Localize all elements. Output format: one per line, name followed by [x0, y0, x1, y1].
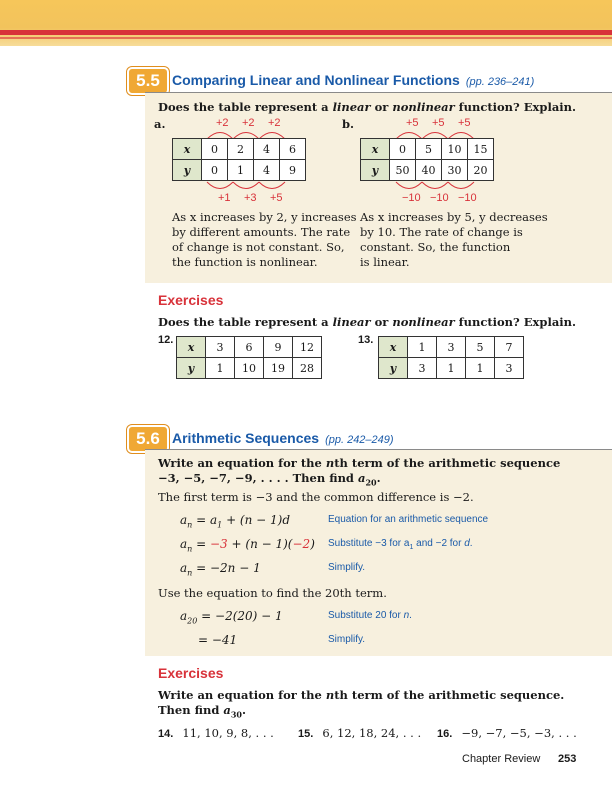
exercise-14	[158, 722, 274, 741]
first-term-text: The first term is −3 and the common difference is −2.	[158, 490, 474, 504]
note-step-3: Simplify.	[328, 562, 366, 573]
table-cell: 1	[466, 358, 495, 379]
section-title-5-5: Comparing Linear and Nonlinear Functions (pp. 236–241)	[172, 72, 535, 88]
exercise-number-12: 12.	[158, 334, 174, 346]
table-cell: 4	[254, 139, 280, 160]
x-header: x	[173, 139, 202, 160]
x-header: x	[379, 337, 408, 358]
y-diff-a-2: +3	[244, 192, 257, 204]
exercises-heading-5-6: Exercises	[158, 665, 224, 681]
exercises-prompt-5-5: Does the table represent a linear or nonlinear function? Explain.	[158, 315, 577, 329]
y-diff-b-1: −10	[402, 192, 421, 204]
table-exercise-13	[378, 336, 524, 379]
section-title-5-6: Arithmetic Sequences (pp. 242–249)	[172, 430, 394, 446]
explanation-b-line-1: As x increases by 5, y decreases	[360, 210, 548, 224]
explanation-b-line-3: constant. So, the function	[360, 240, 511, 254]
table-exercise-12	[176, 336, 322, 379]
equation-step-1: $a_n = a_1 + (n - 1)d$	[180, 513, 291, 530]
table-cell: 0	[202, 139, 228, 160]
example-a-label: a.	[154, 117, 166, 131]
exercises-prompt-5-6-line-1: Write an equation for the nth term of the arithmetic sequence.	[158, 688, 565, 702]
exercise-text-16: −9, −7, −5, −3, . . .	[461, 726, 577, 740]
exercise-text-15: 6, 12, 18, 24, . . .	[322, 726, 422, 740]
example-b-label: b.	[342, 117, 355, 131]
y-diff-b-2: −10	[430, 192, 449, 204]
x-header: x	[361, 139, 390, 160]
y-diff-a-3: +5	[270, 192, 283, 204]
table-cell: 1	[206, 358, 235, 379]
x-diff-b-3: +5	[458, 117, 471, 129]
table-cell: 28	[293, 358, 322, 379]
exercise-15	[298, 722, 421, 741]
table-cell: 1	[437, 358, 466, 379]
section-badge-5-5: 5.5	[127, 67, 169, 95]
table-cell: 5	[416, 139, 442, 160]
equation-step-3: $a_n = -2n - 1$	[180, 561, 261, 578]
footer-label: Chapter Review	[462, 753, 541, 765]
table-cell: 50	[390, 160, 416, 181]
note-step-5: Simplify.	[328, 634, 366, 645]
table-row-y	[361, 160, 494, 181]
table-example-a	[172, 138, 306, 181]
table-cell: 5	[466, 337, 495, 358]
y-header: y	[173, 160, 202, 181]
table-cell: 30	[442, 160, 468, 181]
page-number: 253	[558, 753, 577, 765]
y-header: y	[361, 160, 390, 181]
table-example-b	[360, 138, 494, 181]
table-row-x	[173, 139, 306, 160]
table-cell: 0	[390, 139, 416, 160]
x-diff-b-2: +5	[432, 117, 445, 129]
x-diff-a-3: +2	[268, 117, 281, 129]
exercise-number-14: 14.	[158, 728, 174, 740]
table-cell: 9	[280, 160, 306, 181]
y-header: y	[177, 358, 206, 379]
note-step-1: Equation for an arithmetic sequence	[328, 514, 489, 525]
exercise-text-14: 11, 10, 9, 8, . . .	[182, 726, 274, 740]
equation-step-4: $a_{20} = -2(20) - 1$	[180, 609, 283, 626]
table-row-x	[361, 139, 494, 160]
exercise-number-15: 15.	[298, 728, 314, 740]
exercise-number-16: 16.	[437, 728, 453, 740]
y-diff-b-3: −10	[458, 192, 477, 204]
exercise-16	[437, 722, 577, 741]
explanation-a-line-2: by different amounts. The rate	[172, 225, 351, 239]
y-header: y	[379, 358, 408, 379]
explanation-a-line-3: of change is not constant. So,	[172, 240, 345, 254]
table-cell: 1	[228, 160, 254, 181]
prompt-5-6-line-1: Write an equation for the nth term of the arithmetic sequence	[158, 456, 561, 470]
note-step-2: Substitute −3 for $a_1$ and −2 for d.	[328, 538, 473, 551]
table-cell: 3	[437, 337, 466, 358]
question-5-5: Does the table represent a linear or nonlinear function? Explain.	[158, 100, 577, 114]
equation-step-5: = −41	[198, 633, 238, 647]
explanation-b	[360, 210, 548, 270]
table-row-y	[177, 358, 322, 379]
table-cell: 3	[206, 337, 235, 358]
explanation-a-line-1: As x increases by 2, y increases	[172, 210, 357, 224]
table-cell: 40	[416, 160, 442, 181]
table-cell: 3	[495, 358, 524, 379]
table-cell: 10	[442, 139, 468, 160]
x-diff-a-1: +2	[216, 117, 229, 129]
top-band	[0, 0, 612, 46]
prompt-5-6-line-2: −3, −5, −7, −9, . . . . Then find $a_{20}$.	[158, 471, 381, 488]
table-cell: 10	[235, 358, 264, 379]
exercise-number-13: 13.	[358, 334, 374, 346]
use-equation-text: Use the equation to find the 20th term.	[158, 586, 387, 600]
explanation-b-line-4: is linear.	[360, 255, 410, 269]
exercises-heading-5-5: Exercises	[158, 292, 224, 308]
table-cell: 1	[408, 337, 437, 358]
table-cell: 12	[293, 337, 322, 358]
table-cell: 4	[254, 160, 280, 181]
equation-step-2: $a_n = -3 + (n - 1)(-2)$	[180, 537, 315, 554]
table-cell: 6	[235, 337, 264, 358]
table-cell: 9	[264, 337, 293, 358]
exercises-prompt-5-6-line-2: Then find $a_{30}$.	[158, 703, 246, 720]
table-row-x	[177, 337, 322, 358]
explanation-a-line-4: the function is nonlinear.	[172, 255, 318, 269]
x-header: x	[177, 337, 206, 358]
table-cell: 6	[280, 139, 306, 160]
top-rule-thin	[0, 37, 612, 39]
section-badge-5-6: 5.6	[127, 425, 169, 453]
table-cell: 15	[468, 139, 494, 160]
table-cell: 19	[264, 358, 293, 379]
top-rule	[0, 30, 612, 35]
table-cell: 3	[408, 358, 437, 379]
table-cell: 0	[202, 160, 228, 181]
y-diff-a-1: +1	[218, 192, 231, 204]
table-row-y	[379, 358, 524, 379]
note-step-4: Substitute 20 for n.	[328, 610, 412, 621]
table-cell: 7	[495, 337, 524, 358]
explanation-a	[172, 210, 357, 270]
table-cell: 2	[228, 139, 254, 160]
explanation-b-line-2: by 10. The rate of change is	[360, 225, 523, 239]
x-diff-a-2: +2	[242, 117, 255, 129]
table-cell: 20	[468, 160, 494, 181]
table-row-y	[173, 160, 306, 181]
table-row-x	[379, 337, 524, 358]
x-diff-b-1: +5	[406, 117, 419, 129]
